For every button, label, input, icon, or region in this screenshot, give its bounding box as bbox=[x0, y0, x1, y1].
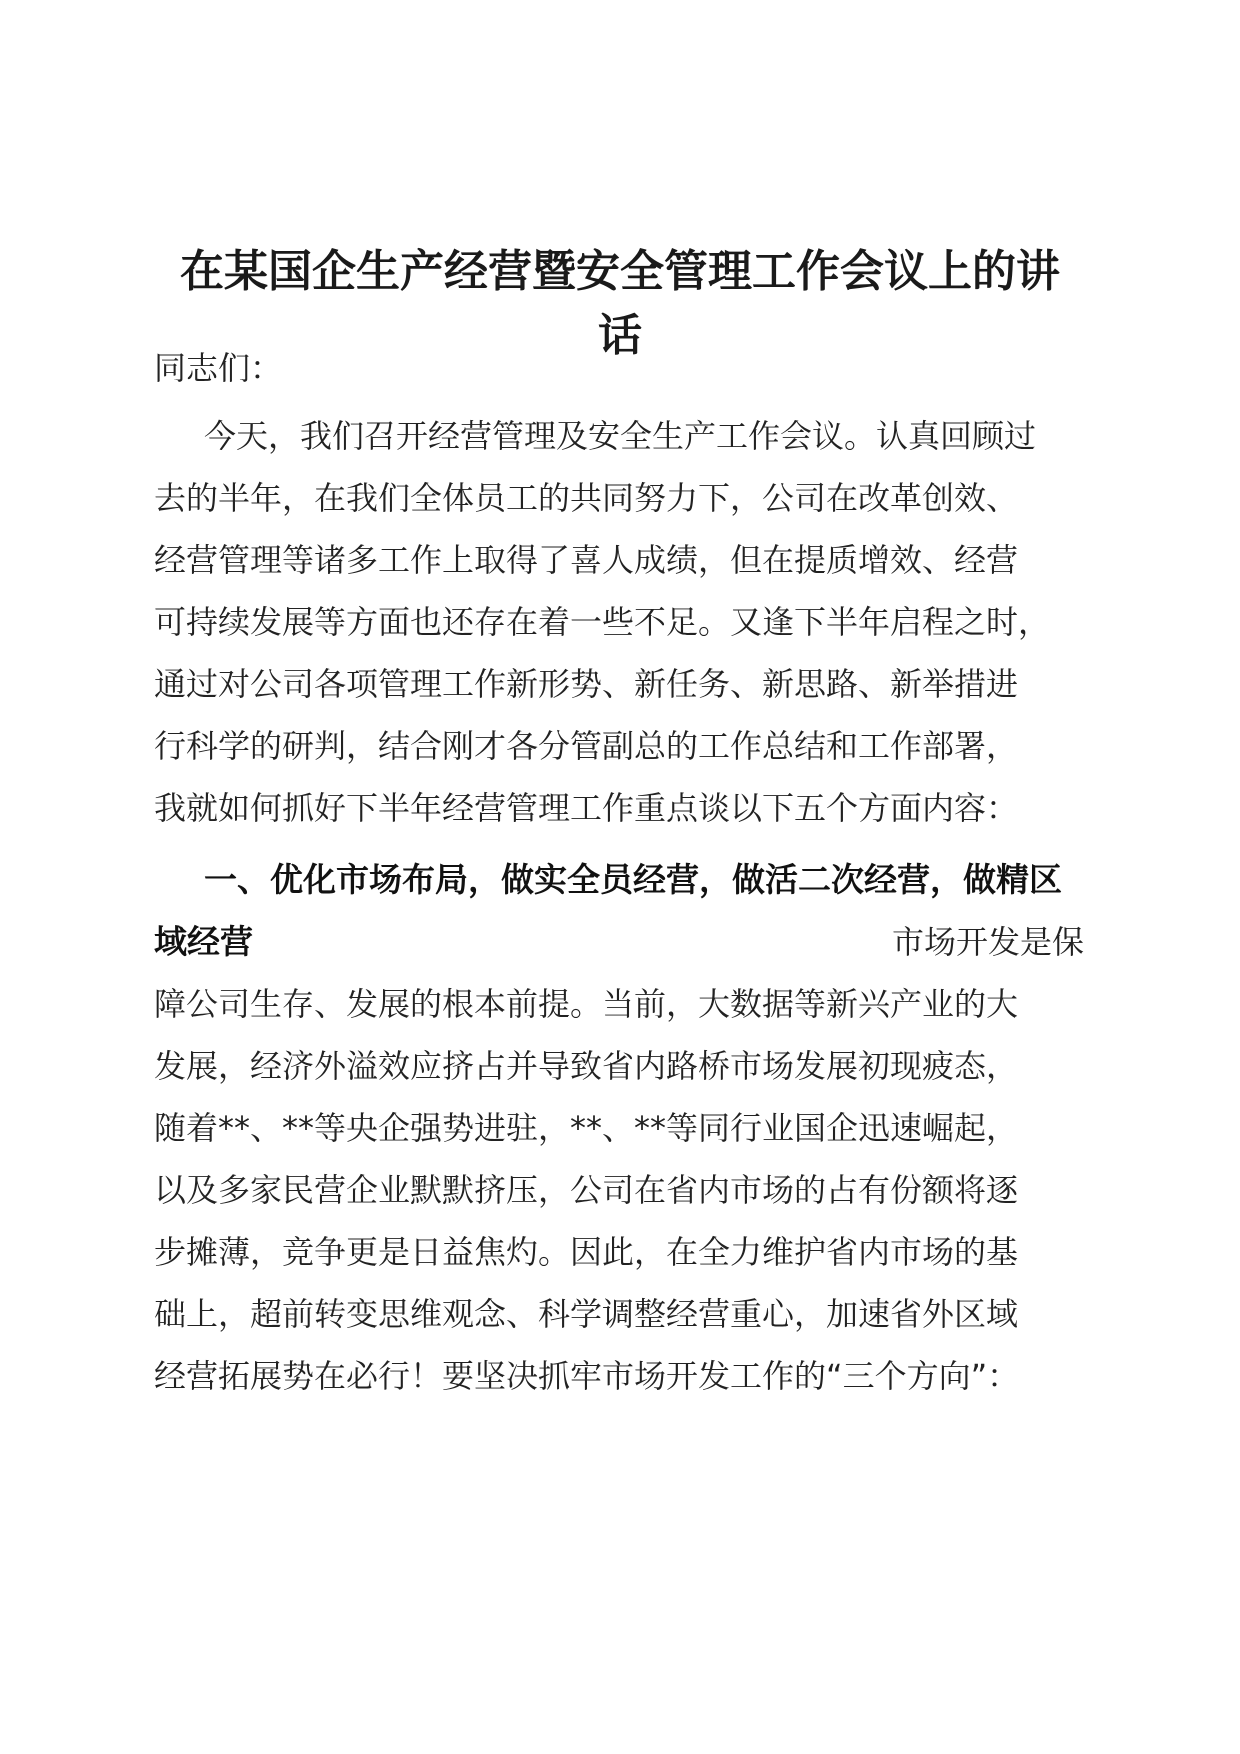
section-heading-continuation bbox=[154, 920, 1084, 964]
paragraph-line: 经营管理等诸多工作上取得了喜人成绩，但在提质增效、经营 bbox=[154, 541, 1019, 579]
paragraph-line: 步摊薄，竞争更是日益焦灼。因此，在全力维护省内市场的基 bbox=[154, 1233, 1019, 1271]
paragraph-line: 可持续发展等方面也还存在着一些不足。又逢下半年启程之时， bbox=[154, 603, 1051, 641]
paragraph-line: 障公司生存、发展的根本前提。当前，大数据等新兴产业的大 bbox=[154, 985, 1019, 1023]
section-heading: 一、优化市场布局，做实全员经营，做活二次经营，做精区 bbox=[204, 860, 1062, 899]
salutation: 同志们： bbox=[154, 349, 283, 387]
paragraph-line: 我就如何抓好下半年经营管理工作重点谈以下五个方面内容： bbox=[154, 789, 1019, 827]
paragraph-line: 以及多家民营企业默默挤压，公司在省内市场的占有份额将逐 bbox=[154, 1171, 1019, 1209]
paragraph-fragment: 市场开发是保 bbox=[891, 923, 1084, 961]
paragraph-line: 发展，经济外溢效应挤占并导致省内路桥市场发展初现疲态， bbox=[154, 1047, 1019, 1085]
title-line: 话 bbox=[598, 310, 642, 361]
paragraph-line: 去的半年，在我们全体员工的共同努力下，公司在改革创效、 bbox=[154, 479, 1019, 517]
paragraph-line: 随着**、**等央企强势进驻，**、**等同行业国企迅速崛起， bbox=[154, 1109, 1019, 1147]
paragraph-line: 础上，超前转变思维观念、科学调整经营重心，加速省外区域 bbox=[154, 1295, 1019, 1333]
title-line: 在某国企生产经营暨安全管理工作会议上的讲 bbox=[180, 246, 1060, 297]
paragraph-line: 今天，我们召开经营管理及安全生产工作会议。认真回顾过 bbox=[204, 417, 1037, 455]
section-heading-tail: 域经营 bbox=[154, 922, 253, 961]
paragraph-line: 通过对公司各项管理工作新形势、新任务、新思路、新举措进 bbox=[154, 665, 1019, 703]
paragraph-line: 经营拓展势在必行！要坚决抓牢市场开发工作的“三个方向”： bbox=[154, 1357, 1020, 1395]
paragraph-line: 行科学的研判，结合刚才各分管副总的工作总结和工作部署， bbox=[154, 727, 1019, 765]
